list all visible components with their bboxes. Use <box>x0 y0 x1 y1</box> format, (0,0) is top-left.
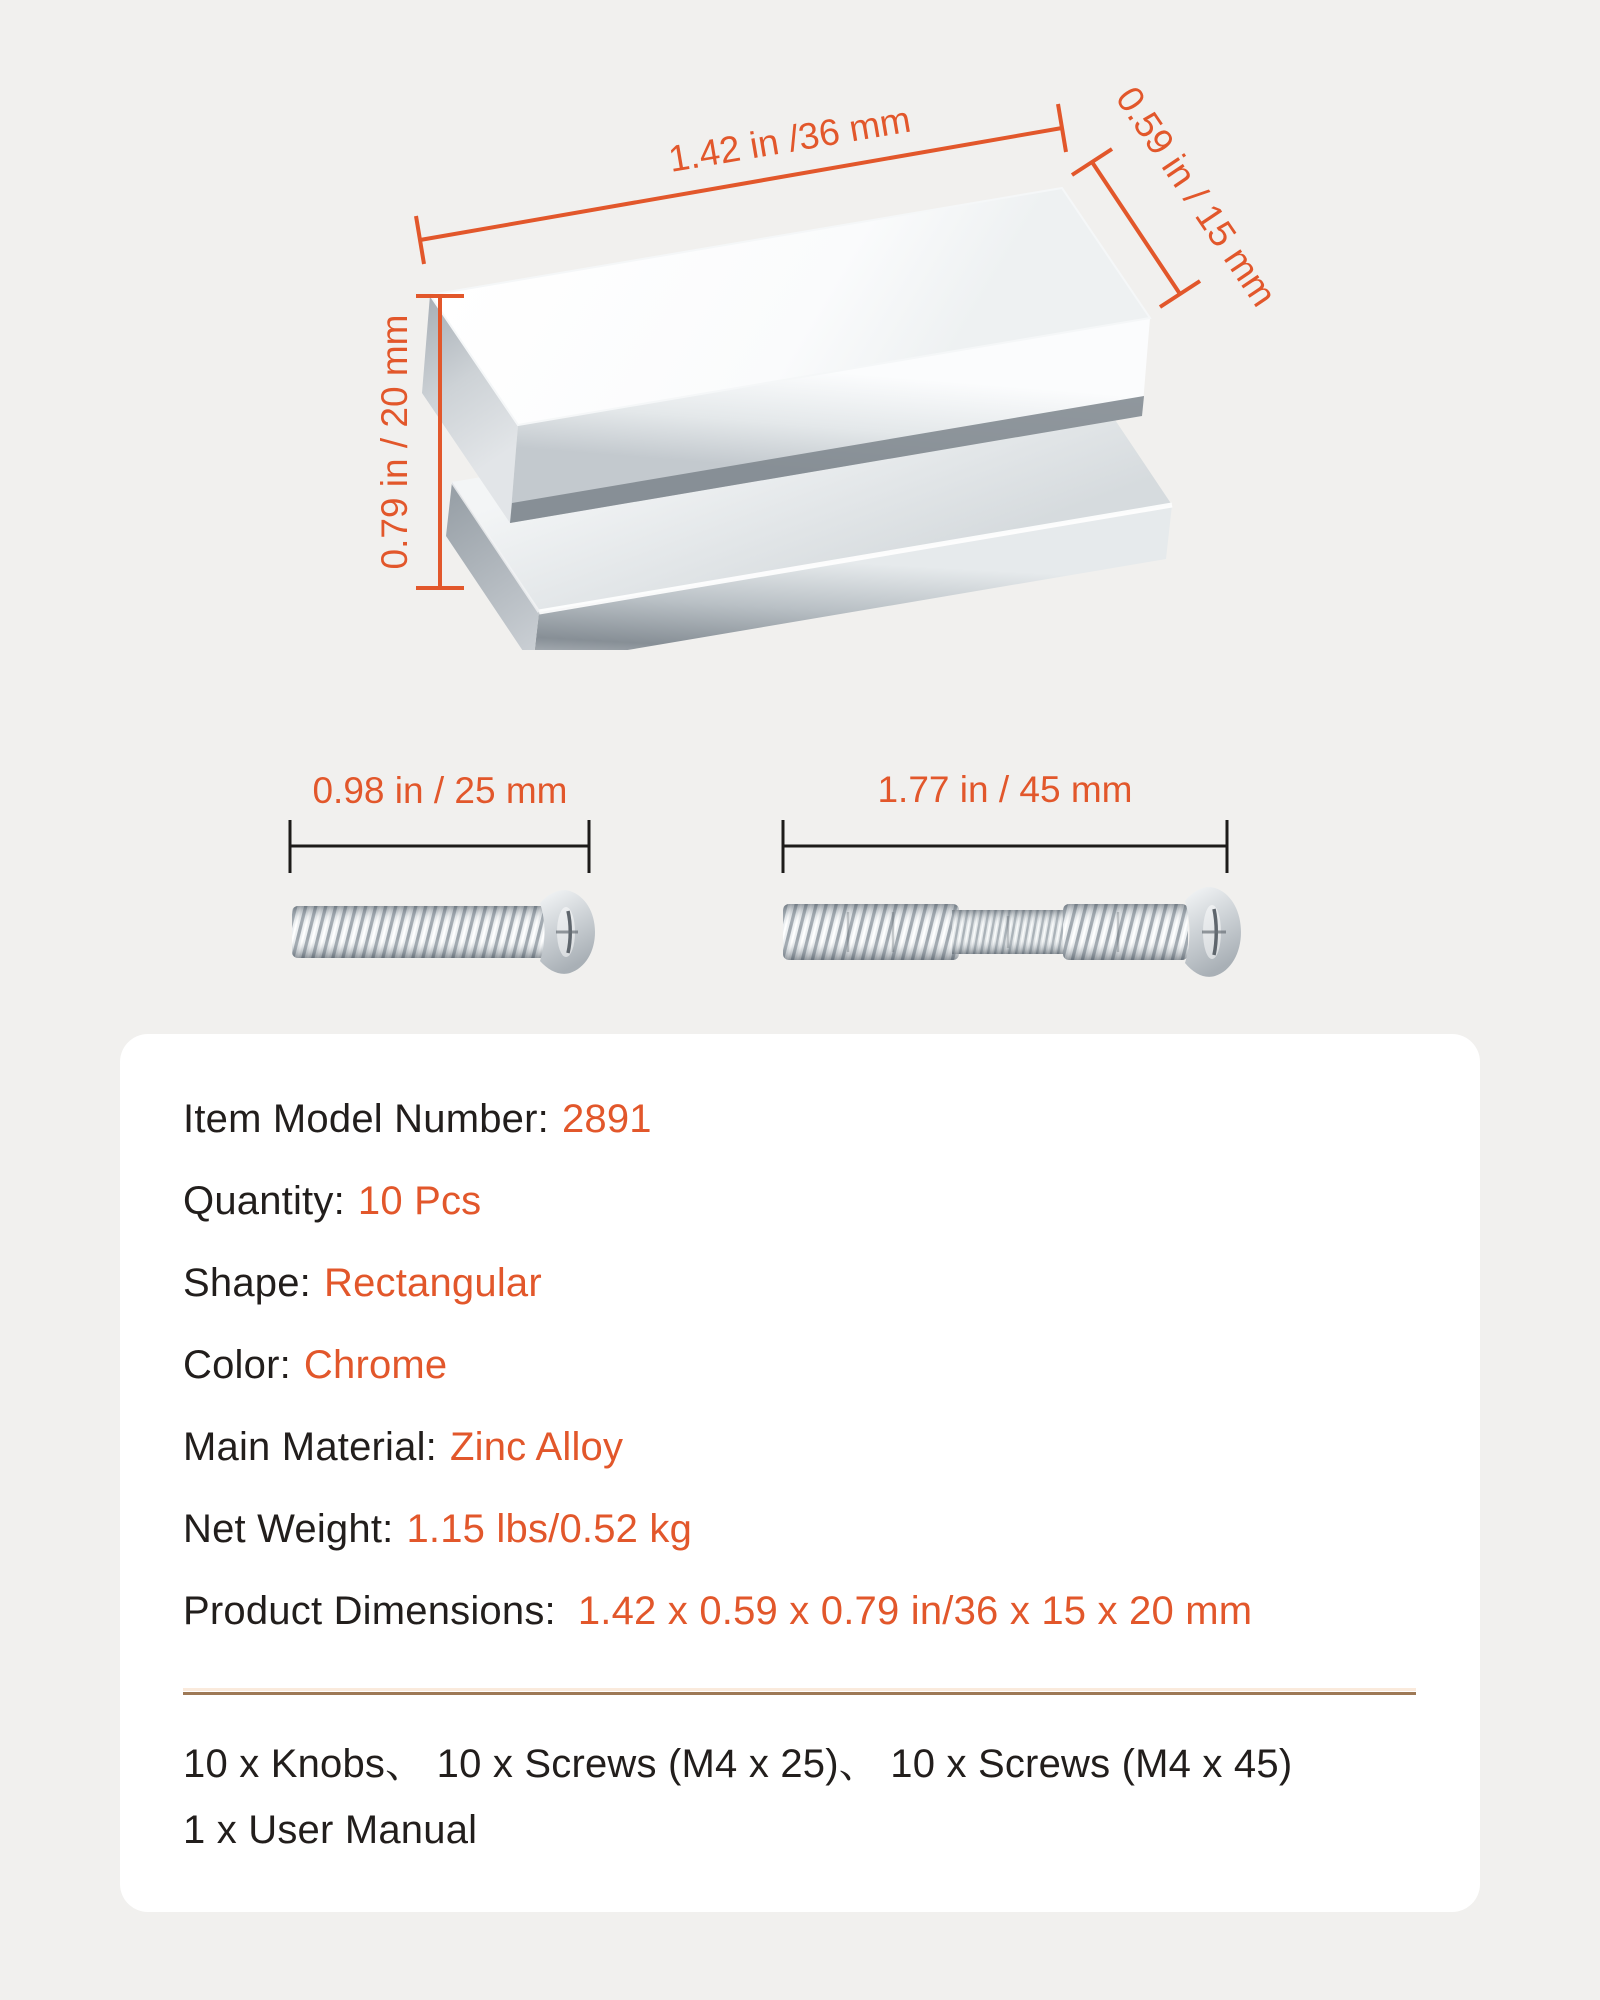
screw2-length-label: 1.77 in / 45 mm <box>877 769 1133 810</box>
spec-row-material <box>183 1406 1416 1488</box>
screws-illustration <box>250 755 1300 1010</box>
screw-m4x45 <box>783 887 1241 977</box>
spec-value: Chrome <box>303 1342 448 1387</box>
knob-illustration <box>290 70 1300 650</box>
spec-value: 10 Pcs <box>357 1178 482 1223</box>
spec-card <box>120 1034 1480 1912</box>
width-dimension-label: 1.42 in /36 mm <box>665 98 914 180</box>
package-line: 1 x User Manual <box>183 1808 478 1852</box>
spec-row-shape <box>183 1242 1416 1324</box>
spec-row-color <box>183 1324 1416 1406</box>
spec-label: Color: <box>183 1342 291 1387</box>
spec-row-quantity <box>183 1160 1416 1242</box>
spec-row-dimensions <box>183 1570 1416 1652</box>
screw1-length-label: 0.98 in / 25 mm <box>312 770 568 811</box>
spec-row-weight <box>183 1488 1416 1570</box>
height-dimension-label: 0.79 in / 20 mm <box>373 314 415 570</box>
screw2-length-bracket <box>783 820 1227 873</box>
screw-m4x25 <box>292 890 595 974</box>
spec-value: 1.42 x 0.59 x 0.79 in/36 x 15 x 20 mm <box>577 1588 1253 1633</box>
package-line: 10 x Knobs、 10 x Screws (M4 x 25)、 10 x Screws (M4 x 45) <box>183 1742 1293 1786</box>
spec-value: 2891 <box>561 1096 652 1141</box>
spec-label: Item Model Number: <box>183 1096 549 1141</box>
spec-label: Quantity: <box>183 1178 345 1223</box>
spec-label: Shape: <box>183 1260 311 1305</box>
package-contents <box>183 1731 1416 1863</box>
spec-value: 1.15 lbs/0.52 kg <box>406 1506 693 1551</box>
spec-row-model <box>183 1078 1416 1160</box>
spec-value: Rectangular <box>323 1260 542 1305</box>
spec-label: Net Weight: <box>183 1506 394 1551</box>
card-divider <box>183 1692 1416 1695</box>
spec-label: Main Material: <box>183 1424 437 1469</box>
screw1-length-bracket <box>290 820 589 873</box>
spec-value: Zinc Alloy <box>450 1424 624 1469</box>
spec-label: Product Dimensions: <box>183 1588 556 1633</box>
depth-dimension-label: 0.59 in / 15 mm <box>1107 79 1285 314</box>
